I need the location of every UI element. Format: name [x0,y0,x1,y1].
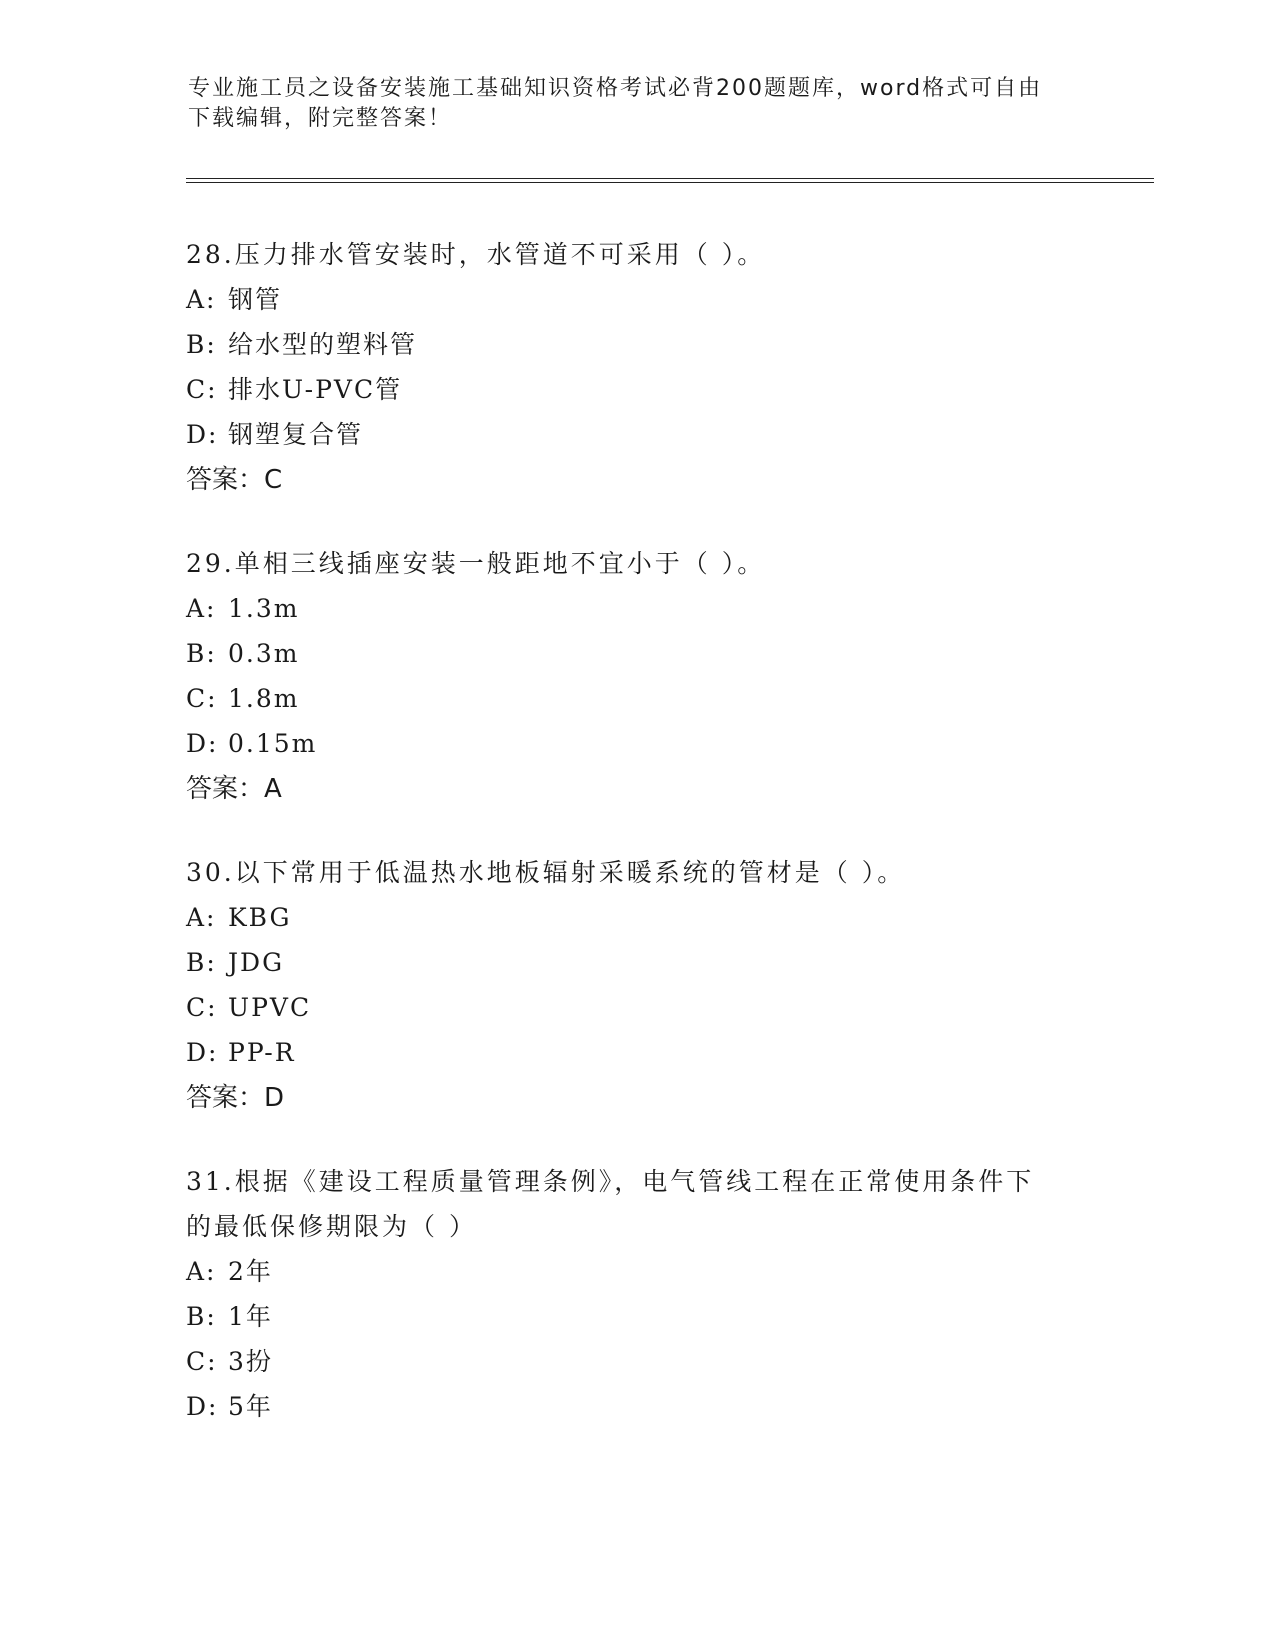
option-text: JDG [228,948,285,977]
option-text: 1.8m [228,684,300,713]
option-key: D: [186,1392,219,1421]
option-text: 1年 [228,1302,273,1331]
option-text: 5年 [228,1392,273,1421]
option-c [186,367,1086,412]
option-a [186,895,1086,940]
option-d [186,1384,1086,1429]
option-b [186,940,1086,985]
option-key: D: [186,420,219,449]
question-stem: 29.单相三线插座安装一般距地不宜小于（ ）。 [186,549,766,578]
question-29 [186,541,1086,812]
option-text: 0.3m [228,639,300,668]
option-d [186,412,1086,457]
option-b [186,322,1086,367]
option-b [186,1294,1086,1339]
option-key: C: [186,375,218,404]
option-text: 给水型的塑料管 [228,330,418,359]
option-a [186,586,1086,631]
question-stem-line-2: 的最低保修期限为（ ） [186,1212,477,1241]
option-text: UPVC [228,993,312,1022]
question-28 [186,232,1086,503]
option-text: PP-R [228,1038,296,1067]
question-stem: 30.以下常用于低温热水地板辐射采暖系统的管材是（ ）。 [186,858,906,887]
option-text: 排水U-PVC管 [228,375,403,404]
option-key: B: [186,330,217,359]
option-c [186,985,1086,1030]
question-stem-line-1: 31.根据《建设工程质量管理条例》，电气管线工程在正常使用条件下 [186,1167,1035,1196]
option-key: A: [186,285,217,314]
option-d [186,721,1086,766]
option-key: A: [186,903,217,932]
header-divider [186,178,1154,183]
option-d [186,1030,1086,1075]
option-a [186,277,1086,322]
option-key: D: [186,1038,219,1067]
option-c [186,1339,1086,1384]
header-line-1: 专业施工员之设备安装施工基础知识资格考试必背200题题库，word格式可自由 [188,76,1043,101]
option-b [186,631,1086,676]
question-30 [186,850,1086,1121]
option-a [186,1249,1086,1294]
option-text: 钢管 [228,285,283,314]
question-stem: 28.压力排水管安装时，水管道不可采用（ ）。 [186,240,766,269]
answer-line: 答案：A [186,774,282,804]
option-text: 钢塑复合管 [228,420,364,449]
option-key: A: [186,1257,217,1286]
option-key: B: [186,639,217,668]
option-key: A: [186,594,217,623]
option-key: C: [186,993,218,1022]
header-line-2: 下载编辑，附完整答案！ [188,106,453,131]
option-text: 2年 [228,1257,273,1286]
option-key: D: [186,729,219,758]
option-text: 1.3m [228,594,300,623]
question-list [186,232,1086,1467]
option-c [186,676,1086,721]
document-header [188,74,1068,134]
option-key: B: [186,948,217,977]
option-key: B: [186,1302,217,1331]
option-text: KBG [228,903,292,932]
option-key: C: [186,684,218,713]
answer-line: 答案：D [186,1083,285,1113]
option-text: 0.15m [228,729,318,758]
answer-line: 答案：C [186,465,283,495]
question-31 [186,1159,1086,1429]
option-text: 3扮 [228,1347,273,1376]
option-key: C: [186,1347,218,1376]
